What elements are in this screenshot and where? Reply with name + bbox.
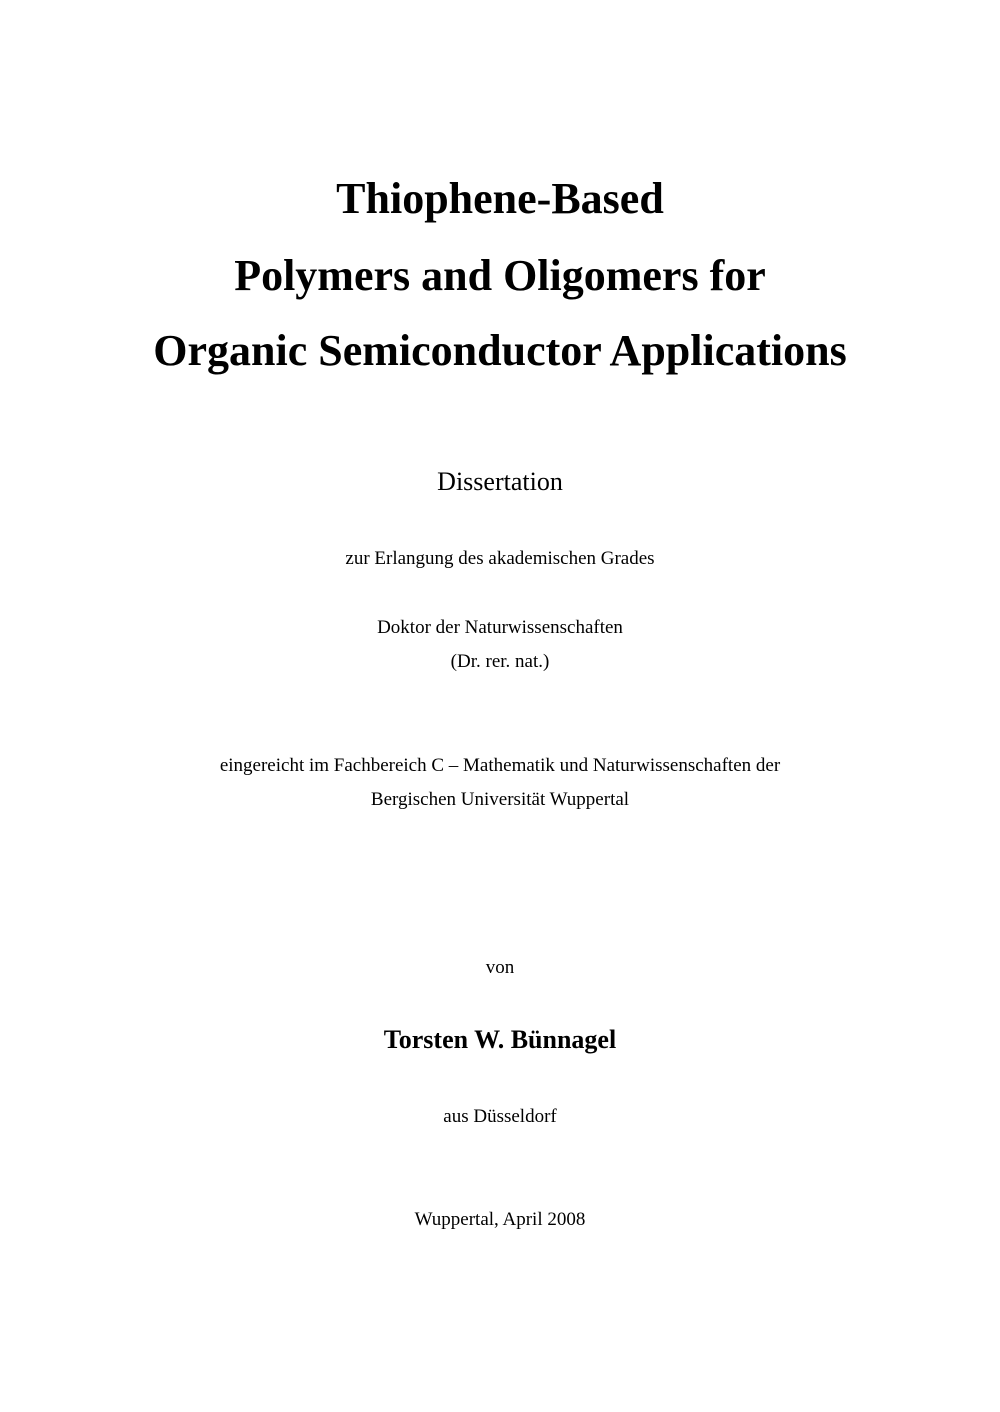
degree-purpose: zur Erlangung des akademischen Grades [345,548,655,569]
title-line-3: Organic Semiconductor Applications [153,326,847,375]
submission-line-2: Bergischen Universität Wuppertal [370,789,630,810]
author-name: Torsten W. Bünnagel [383,1025,617,1054]
place-date: Wuppertal, April 2008 [414,1209,586,1230]
title-line-2: Polymers and Oligomers for [234,251,766,300]
degree-abbreviation: (Dr. rer. nat.) [450,651,550,672]
degree-name: Doktor der Naturwissenschaften [377,617,623,638]
submission-line-1: eingereicht im Fachbereich C – Mathematik und Naturwissenschaften der [219,755,781,776]
title-line-1: Thiophene-Based [336,174,664,223]
by-label: von [485,957,515,978]
author-origin: aus Düsseldorf [443,1106,557,1127]
document-type: Dissertation [437,467,563,496]
